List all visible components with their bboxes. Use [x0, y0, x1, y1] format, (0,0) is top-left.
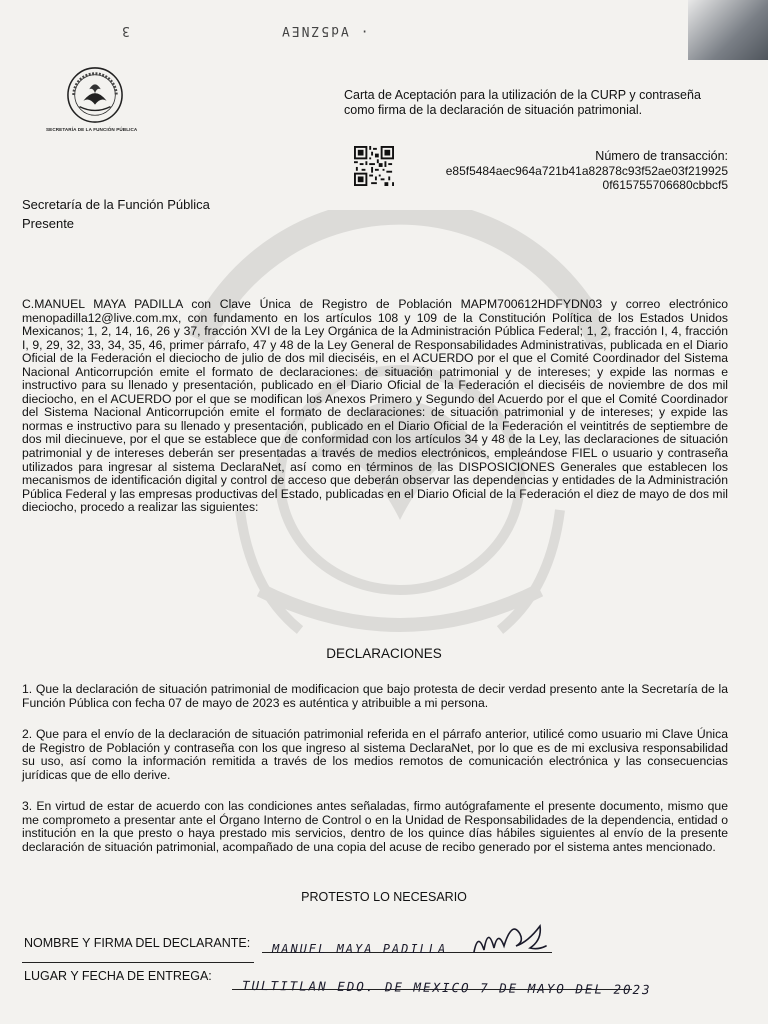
delivery-handwritten-value: TULTITLAN EDO. DE MEXICO 7 DE MAYO DEL 2023	[241, 977, 652, 998]
addressee-name: Secretaría de la Función Pública	[22, 197, 210, 212]
handwritten-code: · ∀d5ZNE∀	[280, 23, 369, 38]
transaction-number-line1: e85f5484aec964a721b41a82878c93f52ae03f219925	[445, 164, 728, 178]
background-edge	[688, 0, 768, 60]
delivery-label: LUGAR Y FECHA DE ENTREGA:	[24, 969, 212, 983]
qr-code-icon	[354, 146, 394, 186]
top-handwritten-marks	[120, 18, 540, 38]
page-number-mark: 3	[120, 23, 130, 38]
signature-handwritten-name: MANUEL MAYA PADILLA	[272, 942, 448, 956]
declaraciones-heading: DECLARACIONES	[326, 646, 442, 661]
signature-label: NOMBRE Y FIRMA DEL DECLARANTE:	[24, 936, 251, 950]
letter-body-paragraph: C.MANUEL MAYA PADILLA con Clave Única de Registro de Población MAPM700612HDFYDN03 y correo electrónico menopadilla12@live.com.mx, con fundamento en los artículos 108 y 109 de la Constitución Política de los Estados Unidos Mexicanos; 1, 2, 14, 16, 26 y 37, fracción XVI de la Ley Orgánica de la Administración Pública Federal; 1, 2, fracción I, 4, fracción I, 9, 29, 32, 33, 34, 35, 46, primer párrafo, 47 y 48 de la Ley General de Responsabilidades Administrativas, publicada en el Diario Oficial de la Federación el dieciocho de julio de dos mil dieciséis, en el ACUERDO por el que el Comité Coordinador del Sistema Nacional Anticorrupción emite el formato de declaraciones: de situación patrimonial y de intereses; y expide las normas e instructivo para su llenado y presentación, publicado en el Diario Oficial de la Federación el dieciséis de noviembre de dos mil dieciocho, en el ACUERDO por el que se modifican los Anexos Primero y Segundo del Acuerdo por el que el Comité Coordinador del Sistema Nacional Anticorrupción emite el formato de declaraciones: de situación patrimonial y de intereses; y expide las normas e instructivo para su llenado y presentación, publicado en el Diario Oficial de la Federación el veintitrés de septiembre de dos mil diecinueve, por el que se establece que de conformidad con los artículos 34 y 48 de la Ley, las declaraciones de situación patrimonial y de intereses deberán ser presentadas a través de medios electrónicos, empleándose FIEL o usuario y contraseña utilizados para ingresar al sistema DeclaraNet, así como en términos de las DISPOSICIONES Generales que establecen los mecanismos de identificación digital y control de acceso que deberán observar las dependencias y entidades de la Administración Pública Federal y las empresas productivas del Estado, publicadas en el Diario Oficial de la Federación el diez de mayo de dos mil dieciocho, procedo a realizar las siguientes:	[22, 297, 728, 515]
seal-label: SECRETARÍA DE LA FUNCIÓN PÚBLICA	[46, 127, 138, 132]
declaration-item-3: 3. En virtud de estar de acuerdo con las condiciones antes señaladas, firmo autógrafamente el presente documento, mismo que me comprometo a presentar ante el Órgano Interno de Control o en la Unidad de Responsabilidades de la dependencia, entidad o institución en la que presto o haya prestado mis servicios, dentro de los quince días hábiles siguientes al envío de la presente declaración de situación patrimonial, acompañado de una copia del acuse de recibo generado por el sistema antes mencionado.	[22, 799, 728, 854]
government-seal-icon	[66, 66, 124, 124]
protesto-heading: PROTESTO LO NECESARIO	[301, 890, 467, 904]
divider-line	[22, 962, 254, 963]
transaction-label: Número de transacción:	[595, 149, 728, 163]
declaration-item-2: 2. Que para el envío de la declaración de situación patrimonial referida en el párrafo anterior, utilicé como usuario mi Clave Única de Registro de Población y contraseña con los que ingreso al sistema DeclaraNet, por lo que es de mi exclusiva responsabilidad su uso, así como la información remitida a través de los medios remotos de comunicación electrónica y las consecuencias jurídicas que de ello derive.	[22, 727, 728, 782]
handwritten-signature-icon	[468, 912, 548, 962]
declaration-item-1: 1. Que la declaración de situación patrimonial de modificacion que bajo protesta de decir verdad presento ante la Secretaría de la Función Pública con fecha 07 de mayo de 2023 es auténtica y atribuible a mi persona.	[22, 682, 728, 710]
transaction-number-line2: 0f615755706680cbbcf5	[602, 178, 728, 192]
addressee-salutation: Presente	[22, 216, 75, 231]
letter-title: Carta de Aceptación para la utilización de la CURP y contraseña como firma de la declaración de situación patrimonial.	[344, 88, 701, 117]
